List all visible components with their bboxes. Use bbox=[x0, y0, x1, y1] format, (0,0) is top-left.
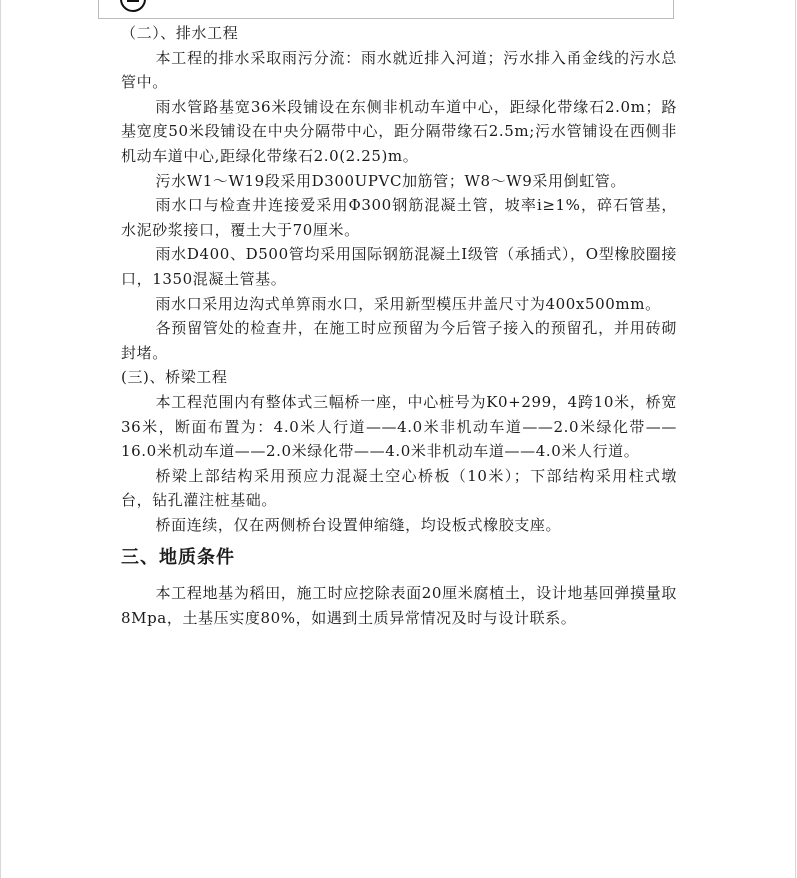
header-rule bbox=[98, 18, 674, 19]
document-body[interactable] bbox=[121, 21, 677, 631]
paragraph: 雨水口采用边沟式单箅雨水口，采用新型模压井盖尺寸为400x500mm。 bbox=[155, 294, 661, 313]
paragraph: 雨水管路基宽36米段铺设在东侧非机动车道中心，距绿化带缘石2.0m；路基宽度50米段铺设在中央分隔带中心，距分隔带缘石2.5m;污水管铺设在西侧非机动车道中心,距绿化带缘石2.0(2.25)m。 bbox=[121, 97, 677, 165]
paragraph: 雨水口与检查井连接爱采用Φ300钢筋混凝土管，坡率i≥1%，碎石管基，水泥砂浆接口，覆土大于70厘米。 bbox=[121, 196, 677, 239]
paragraph: 本工程的排水采取雨污分流：雨水就近排入河道；污水排入甬金线的污水总管中。 bbox=[121, 48, 677, 92]
section-heading-geology: 三、地质条件 bbox=[121, 547, 235, 569]
paragraph: 桥面连续，仅在两侧桥台设置伸缩缝，均设板式橡胶支座。 bbox=[155, 515, 562, 534]
paragraph: 本工程地基为稻田，施工时应挖除表面20厘米腐植土，设计地基回弹摸量取8Mpa，土基压实度80%，如遇到土质异常情况及时与设计联系。 bbox=[121, 584, 677, 628]
paragraph: 桥梁上部结构采用预应力混凝土空心桥板（10米）；下部结构采用柱式墩台，钻孔灌注桩基础。 bbox=[121, 466, 677, 510]
header-corner-mark-right bbox=[673, 0, 674, 18]
paragraph: 雨水D400、D500管均采用国际钢筋混凝土Ⅰ级管（承插式），O型橡胶圈接口，1350混凝土管基。 bbox=[121, 245, 677, 288]
subheading-bridge: (三)、桥梁工程 bbox=[121, 368, 228, 387]
paragraph: 各预留管处的检查井，在施工时应预留为今后管子接入的预留孔，并用砖砌封堵。 bbox=[121, 319, 677, 362]
page-border-right bbox=[795, 0, 796, 878]
paragraph: 污水W1～W19段采用D300UPVC加筋管；W8～W9采用倒虹管。 bbox=[155, 171, 626, 190]
header-corner-mark-left bbox=[98, 0, 99, 18]
subheading-drainage: （二）、排水工程 bbox=[121, 24, 239, 42]
page-border-left bbox=[0, 0, 1, 878]
paragraph: 本工程范围内有整体式三幅桥一座，中心桩号为K0+299，4跨10米，桥宽36米，断面布置为：4.0米人行道——4.0米非机动车道——2.0米绿化带——16.0米机动车道——2.0米绿化带——4.0米非机动车道——4.0米人行道。 bbox=[121, 392, 677, 461]
header-logo-icon bbox=[120, 0, 146, 12]
